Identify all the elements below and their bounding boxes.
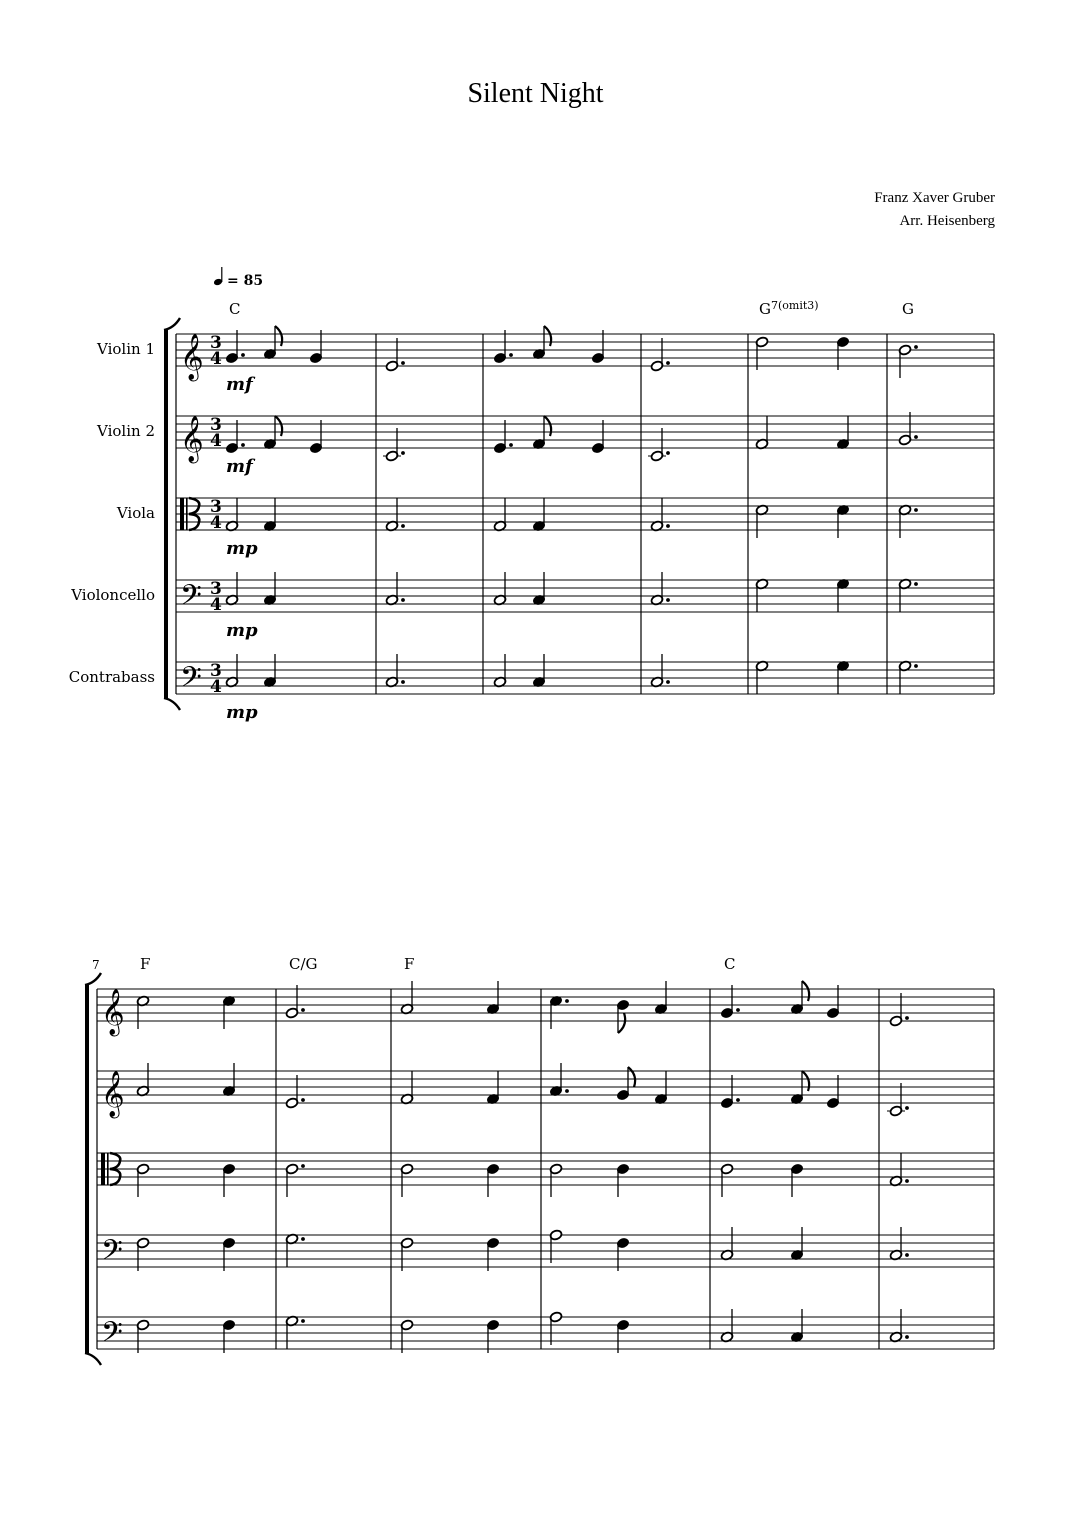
note-flag: [275, 416, 282, 436]
treble-clef-icon: 𝄞: [101, 1071, 125, 1117]
dynamic-marking: mp: [226, 702, 258, 723]
time-signature-bottom: 4: [210, 677, 222, 697]
time-signature-top: 3: [210, 497, 222, 517]
augmentation-dot: [401, 451, 405, 455]
note-flag: [628, 1067, 635, 1087]
augmentation-dot: [565, 1089, 569, 1093]
time-signature-bottom: 4: [210, 431, 222, 451]
treble-clef-icon: 𝄞: [180, 334, 204, 380]
treble-clef-icon: 𝄞: [101, 989, 125, 1035]
instrument-name: Viola: [116, 504, 155, 522]
alto-clef-icon: [180, 498, 184, 530]
augmentation-dot: [905, 1016, 909, 1020]
augmentation-dot: [905, 1253, 909, 1257]
chord-extension: 7(omit3): [770, 299, 819, 312]
bass-clef-icon: 𝄢: [101, 1234, 123, 1274]
note-flag: [802, 981, 809, 1001]
augmentation-dot: [736, 1098, 740, 1102]
augmentation-dot: [241, 443, 245, 447]
augmentation-dot: [241, 353, 245, 357]
augmentation-dot: [666, 451, 670, 455]
tempo-marking: = 85: [227, 273, 264, 289]
instrument-name: Contrabass: [68, 668, 155, 686]
arranger-credit: Arr. Heisenberg: [899, 213, 995, 229]
augmentation-dot: [905, 1179, 909, 1183]
time-signature-bottom: 4: [210, 349, 222, 369]
system-bracket: [85, 1353, 101, 1365]
augmentation-dot: [301, 1098, 305, 1102]
augmentation-dot: [914, 508, 918, 512]
measure-number: 7: [92, 958, 100, 972]
augmentation-dot: [905, 1335, 909, 1339]
system-bracket: [164, 698, 180, 710]
note-flag: [544, 326, 551, 346]
augmentation-dot: [914, 582, 918, 586]
dynamic-marking: mp: [226, 538, 258, 559]
note-flag: [544, 416, 551, 436]
composer-credit: Franz Xaver Gruber: [874, 190, 995, 206]
chord-symbol: C: [724, 955, 736, 973]
system-bracket: [164, 330, 168, 698]
augmentation-dot: [301, 1237, 305, 1241]
time-signature-bottom: 4: [210, 513, 222, 533]
instrument-name: Violin 2: [97, 422, 155, 440]
chord-symbol: C/G: [289, 955, 318, 973]
time-signature-top: 3: [210, 661, 222, 681]
score-title: Silent Night: [467, 78, 604, 109]
augmentation-dot: [401, 524, 405, 528]
time-signature-bottom: 4: [210, 595, 222, 615]
chord-symbol: C: [229, 300, 241, 318]
augmentation-dot: [401, 361, 405, 365]
augmentation-dot: [666, 598, 670, 602]
alto-clef-icon: [101, 1153, 105, 1185]
chord-symbol: F: [140, 955, 151, 973]
alto-clef-icon: [107, 1153, 109, 1185]
augmentation-dot: [914, 664, 918, 668]
augmentation-dot: [509, 443, 513, 447]
dynamic-marking: mf: [226, 374, 253, 395]
instrument-name: Violoncello: [71, 586, 155, 604]
augmentation-dot: [401, 598, 405, 602]
augmentation-dot: [301, 1164, 305, 1168]
chord-symbol: $G^{7(omit3)}$: [759, 299, 819, 318]
system-bracket: [85, 973, 101, 985]
augmentation-dot: [565, 999, 569, 1003]
augmentation-dot: [666, 361, 670, 365]
alto-clef-icon: [186, 498, 188, 530]
augmentation-dot: [301, 1319, 305, 1323]
augmentation-dot: [736, 1008, 740, 1012]
dynamic-marking: mf: [226, 456, 253, 477]
bass-clef-icon: 𝄢: [180, 579, 202, 619]
note-flag: [275, 326, 282, 346]
system-bracket: [85, 985, 89, 1353]
time-signature-top: 3: [210, 579, 222, 599]
augmentation-dot: [914, 435, 918, 439]
augmentation-dot: [301, 1008, 305, 1012]
chord-symbol: F: [404, 955, 415, 973]
system-bracket: [164, 318, 180, 330]
augmentation-dot: [401, 680, 405, 684]
instrument-name: Violin 1: [97, 340, 155, 358]
treble-clef-icon: 𝄞: [180, 416, 204, 462]
augmentation-dot: [914, 345, 918, 349]
augmentation-dot: [509, 353, 513, 357]
augmentation-dot: [666, 524, 670, 528]
bass-clef-icon: 𝄢: [180, 661, 202, 701]
augmentation-dot: [666, 680, 670, 684]
note-flag: [802, 1071, 809, 1091]
note-flag: [618, 1013, 625, 1033]
time-signature-top: 3: [210, 415, 222, 435]
augmentation-dot: [905, 1106, 909, 1110]
chord-symbol: G: [902, 300, 914, 318]
time-signature-top: 3: [210, 333, 222, 353]
dynamic-marking: mp: [226, 620, 258, 641]
bass-clef-icon: 𝄢: [101, 1316, 123, 1356]
